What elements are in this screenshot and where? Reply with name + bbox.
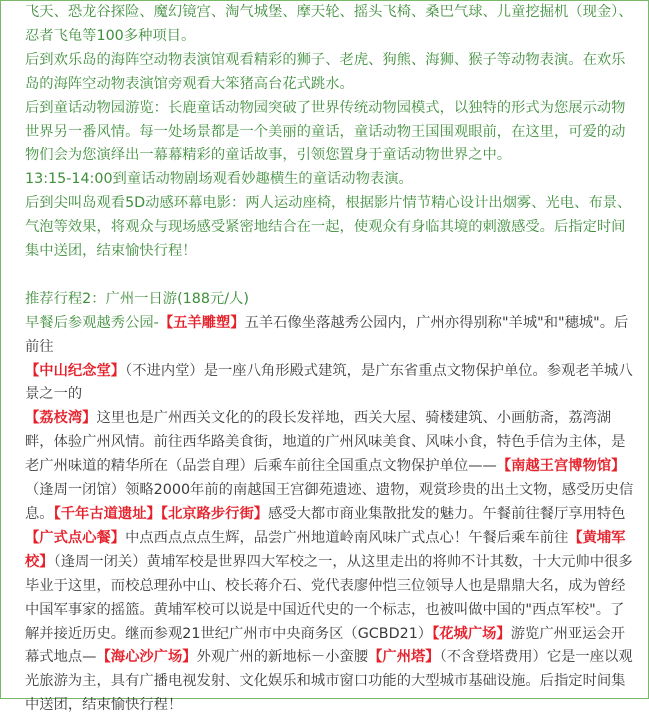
text-run: 后到尖叫岛观看5D动感环幕电影：两人运动座椅，根据影片情节精心设计出烟雾、光电、布景、气泡等效果，将观众与现场感受紧密地结合在一起，使观众有身临其境的刺激感受。后指定时间集中送团，结束愉快行程！ — [25, 195, 632, 260]
text-run: 飞天、恐龙谷探险、魔幻镜宫、淘气城堡、摩天轮、摇头飞椅、桑巴气球、儿童挖掘机（现金）、忍者飞龟等100多种项目。 — [25, 4, 633, 44]
paragraph — [25, 312, 635, 360]
text-run: 游览广州亚运会开幕式地点— — [25, 625, 626, 666]
text-run: 感受大都市商业集散批发的魅力。午餐前往餐厅享用特色 — [268, 506, 626, 523]
highlight-tag: 【花城广场】 — [432, 625, 511, 642]
text-run: （不进内堂）是一座八角形殿式建筑，是广东省重点文物保护单位。参观老羊城八景之一的 — [25, 362, 633, 403]
text-run: 13:15-14:00到童话动物剧场观看妙趣横生的童话动物表演。 — [25, 171, 413, 188]
itinerary2-heading: 推荐行程2：广州一日游(188元/人) — [25, 290, 249, 307]
text-run: 早餐后参观越秀公园- — [25, 314, 159, 331]
text-run: （逢周一闭馆）领略2000年前的南越国王宫御苑遗迹、遗物，观赏珍贵的出土文物，感受历史信息。 — [25, 482, 634, 523]
paragraph — [25, 49, 635, 97]
text-run: （不含登塔费用）它是一座以观光旅游为主，具有广播电视发射、文化娱乐和城市窗口功能的大型城市基础设施。后指定时间集中送团，结束愉快行程！ — [25, 649, 633, 714]
paragraph — [25, 168, 635, 192]
blank-line — [25, 264, 635, 288]
highlight-tag: 【广式点心餐】 — [25, 529, 126, 546]
highlight-tag: 【海心沙广场】 — [96, 649, 197, 666]
text-run: 中点西点点点生辉，品尝广州地道岭南风味广式点心！午餐后乘车前往 — [125, 529, 569, 546]
text-run: 后到童话动物园游览：长鹿童话动物园突破了世界传统动物园模式，以独特的形式为您展示动物世界另一番风情。每一处场景都是一个美丽的童话，童话动物王国围观眼前，在这里，可爱的动物们会为您演绎出一幕幕精彩的童话故事，引领您置身于童话动物世界之中。 — [25, 99, 626, 164]
highlight-tag: 【荔枝湾】 — [25, 410, 97, 427]
highlight-tag: 【五羊雕塑】 — [158, 314, 245, 331]
highlight-tag: 【广州塔】 — [368, 649, 440, 666]
highlight-tag: 【黄埔军校】 — [25, 529, 626, 570]
text-run: 外观广州的新地标－小蛮腰 — [196, 649, 369, 666]
highlight-tag: 【南越王宫博物馆】 — [496, 458, 626, 475]
paragraph — [25, 407, 635, 718]
paragraph — [25, 1, 635, 49]
paragraph — [25, 360, 635, 408]
text-run: 后到欢乐岛的海阵空动物表演馆观看精彩的狮子、老虎、狗熊、海狮、猴子等动物表演。在欢乐岛的海阵空动物表演馆旁观看大笨猪高台花式跳水。 — [25, 51, 626, 92]
article-content — [25, 1, 635, 718]
paragraph — [25, 97, 635, 169]
text-run: 这里也是广州西关文化的的段长发祥地，西关大屋、骑楼建筑、小画舫斋，荔湾湖畔，体验广州风情。前往西华路美食街，地道的广州风味美食、风味小食，特色手信为主体，是老广州味道的精华所在（品尝自理）后乘车前往全国重点文物保护单位—— — [25, 410, 626, 475]
text-run: （逢周一闭关）黄埔军校是世界四大军校之一，从这里走出的将帅不计其数，十大元帅中很多毕业于这里，而校总理孙中山、校长蒋介石、党代表廖仲恺三位领导人也是鼎鼎大名，成为曾经中国军事家的摇篮。黄埔军校可以说是中国近代史的一个标志，也被叫做中国的"西点军校"。了解并接近历史。继而参观21世纪广州市中央商务区（GCBD21） — [25, 553, 633, 642]
itinerary1-tail — [25, 1, 635, 264]
highlight-tag: 【中山纪念堂】 — [25, 362, 126, 379]
highlight-tag: 【千年古道遗址】【北京路步行街】 — [53, 506, 269, 523]
text-run: 五羊石像坐落越秀公园内，广州亦得别称"羊城"和"穗城"。后前往 — [25, 314, 629, 355]
itinerary2-body — [25, 312, 635, 718]
paragraph — [25, 192, 635, 264]
